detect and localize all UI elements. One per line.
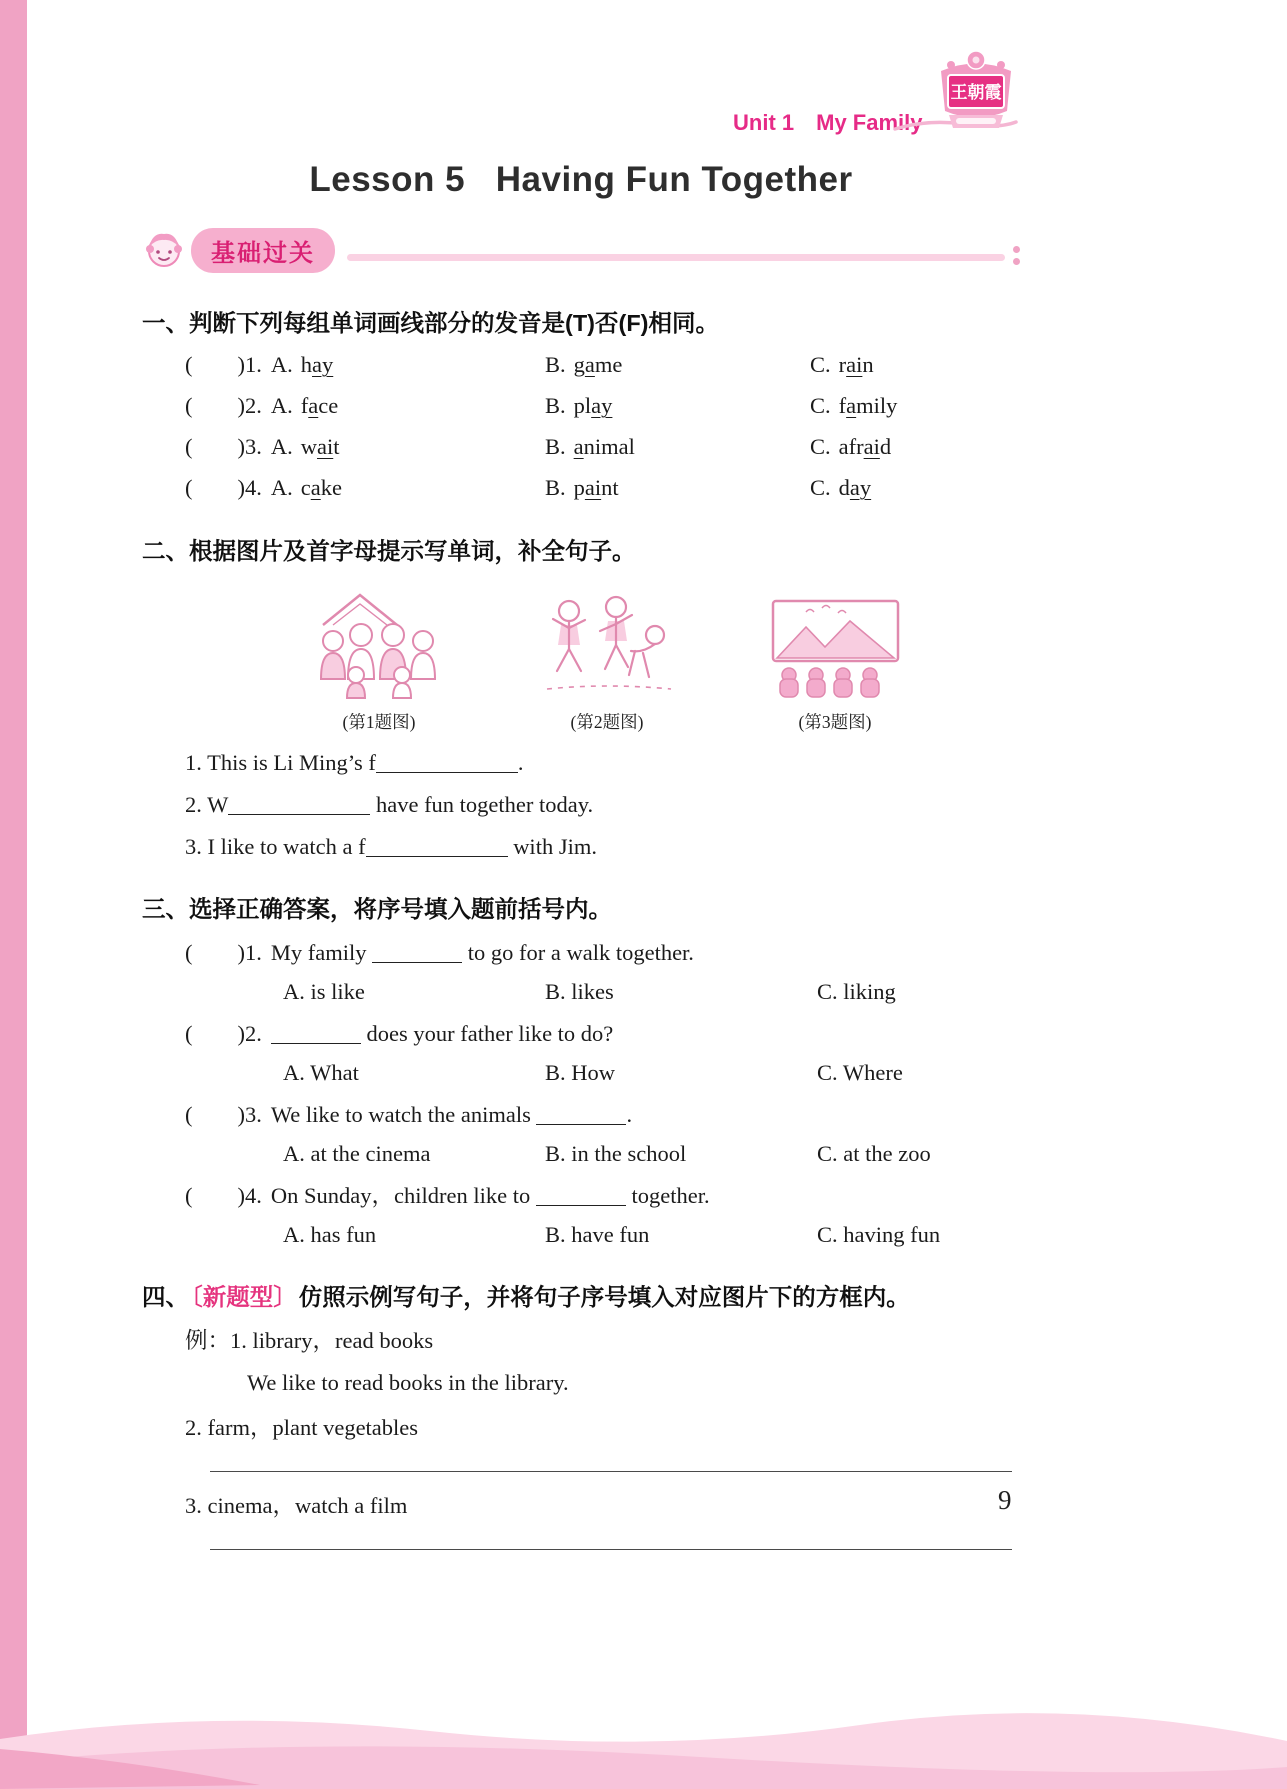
section1-heading: 一、判断下列每组单词画线部分的发音是(T)否(F)相同。 (142, 310, 720, 336)
cinema-screen-icon (768, 595, 903, 703)
figure-family-photo (300, 582, 458, 734)
example-answer: We like to read books in the library. (247, 1370, 569, 1395)
choice-stem-2: ( )2. does your father like to do? (185, 1021, 614, 1046)
option-tag: C. (810, 434, 831, 459)
answer-bracket: ( )4. (185, 475, 262, 500)
option-tag: C. (810, 475, 831, 500)
page-number: 9 (998, 1485, 1012, 1515)
section-badge: 基础过关 (191, 228, 335, 273)
word: game (573, 352, 623, 377)
phonics-cell (545, 351, 810, 379)
writing-item-3: 3. cinema，watch a film (185, 1493, 408, 1518)
option-tag: B. (545, 434, 566, 459)
word: family (838, 393, 898, 418)
option-a: A. at the cinema (283, 1141, 431, 1166)
choice-stem-3: ( )3. We like to watch the animals . (185, 1102, 633, 1127)
phonics-row-4 (185, 474, 1020, 502)
answer-blank (536, 1186, 626, 1206)
phonics-row-2 (185, 392, 1020, 420)
answer-bracket: ( )3. (185, 434, 262, 459)
fill-sentence-3: 3. I like to watch a f with Jim. (185, 834, 597, 859)
answer-bracket: ( )2. (185, 393, 262, 418)
word: face (300, 393, 339, 418)
phonics-cell (810, 474, 1020, 502)
answer-blank (536, 1105, 626, 1125)
choice-options-4 (283, 1221, 1020, 1248)
option-tag: B. (545, 352, 566, 377)
answer-blank (376, 753, 518, 773)
phonics-cell (545, 474, 810, 502)
answer-write-line (210, 1549, 1012, 1550)
choice-options-1 (283, 978, 1020, 1005)
answer-blank (366, 837, 508, 857)
phonics-cell (810, 433, 1020, 461)
option-a: A. What (283, 1060, 359, 1085)
word: play (573, 393, 613, 418)
section2-heading: 二、根据图片及首字母提示写单词，补全句子。 (142, 538, 636, 564)
brand-name: 王朝霞 (950, 83, 1002, 102)
choice-stem-1: ( )1. My family to go for a walk together. (185, 940, 694, 965)
left-border-strip (0, 0, 27, 1789)
brand-stamp-icon (930, 48, 1022, 144)
badge-divider-line (347, 254, 1005, 261)
phonics-cell (810, 392, 1020, 420)
answer-bracket: ( )3. (185, 1102, 262, 1127)
word: day (838, 475, 872, 500)
choice-stem-4: ( )4. On Sunday，children like to together. (185, 1183, 710, 1208)
option-c: C. having fun (817, 1222, 941, 1247)
phonics-cell (185, 351, 545, 379)
word: hay (300, 352, 334, 377)
footer-wave-decoration (0, 1689, 1287, 1789)
option-tag: A. (270, 475, 293, 500)
phonics-cell (185, 433, 545, 461)
figure-caption: (第3题图) (798, 712, 872, 732)
word: wait (300, 434, 340, 459)
figure-children-playing (528, 582, 686, 734)
section4-heading: 四、〔新题型〕仿照示例写句子，并将句子序号填入对应图片下的方框内。 (142, 1284, 910, 1310)
phonics-row-1 (185, 351, 1020, 379)
option-a: A. has fun (283, 1222, 377, 1247)
option-tag: A. (270, 352, 293, 377)
girl-face-icon (142, 225, 186, 276)
answer-write-line (210, 1471, 1012, 1472)
option-tag: C. (810, 352, 831, 377)
figures-row (300, 582, 1020, 734)
figure-caption: (第2题图) (570, 712, 644, 732)
option-c: C. at the zoo (817, 1141, 931, 1166)
answer-bracket: ( )4. (185, 1183, 262, 1208)
word: afraid (838, 434, 892, 459)
figure-caption: (第1题图) (342, 712, 416, 732)
page-content (142, 160, 1020, 1550)
option-tag: B. (545, 475, 566, 500)
choice-options-3 (283, 1140, 1020, 1167)
brand-logo (930, 48, 1022, 149)
phonics-cell (545, 433, 810, 461)
option-b: B. How (545, 1060, 616, 1085)
answer-blank (372, 943, 462, 963)
section3-heading: 三、选择正确答案，将序号填入题前括号内。 (142, 896, 612, 922)
option-tag: A. (270, 393, 293, 418)
answer-bracket: ( )2. (185, 1021, 262, 1046)
option-tag: A. (270, 434, 293, 459)
children-playing-icon (531, 591, 683, 703)
option-c: C. Where (817, 1060, 903, 1085)
fill-sentence-1: 1. This is Li Ming’s f . (185, 750, 524, 775)
word: rain (838, 352, 874, 377)
word: cake (300, 475, 342, 500)
new-question-type-tag: 〔新题型〕 (191, 1284, 297, 1310)
answer-blank (228, 795, 370, 815)
option-b: B. likes (545, 979, 614, 1004)
phonics-cell (185, 392, 545, 420)
section-badge-row (142, 226, 1020, 274)
option-c: C. liking (817, 979, 896, 1004)
unit-header: Unit 1 My Family (733, 110, 923, 135)
figure-cinema (756, 582, 914, 734)
lesson-title: Lesson 5 Having Fun Together (309, 160, 853, 199)
phonics-cell (185, 474, 545, 502)
example-label: 例：1. library，read books (185, 1328, 434, 1353)
writing-item-2: 2. farm，plant vegetables (185, 1415, 419, 1440)
option-b: B. have fun (545, 1222, 650, 1247)
phonics-row-3 (185, 433, 1020, 461)
word: paint (573, 475, 619, 500)
answer-blank (271, 1024, 361, 1044)
answer-bracket: ( )1. (185, 352, 262, 377)
option-tag: B. (545, 393, 566, 418)
family-photo-icon (303, 585, 455, 703)
option-a: A. is like (283, 979, 365, 1004)
option-b: B. in the school (545, 1141, 687, 1166)
phonics-cell (545, 392, 810, 420)
answer-bracket: ( )1. (185, 940, 262, 965)
option-tag: C. (810, 393, 831, 418)
word: animal (573, 434, 635, 459)
choice-options-2 (283, 1059, 1020, 1086)
badge-end-dots (1013, 246, 1020, 265)
fill-sentence-2: 2. W have fun together today. (185, 792, 594, 817)
phonics-cell (810, 351, 1020, 379)
